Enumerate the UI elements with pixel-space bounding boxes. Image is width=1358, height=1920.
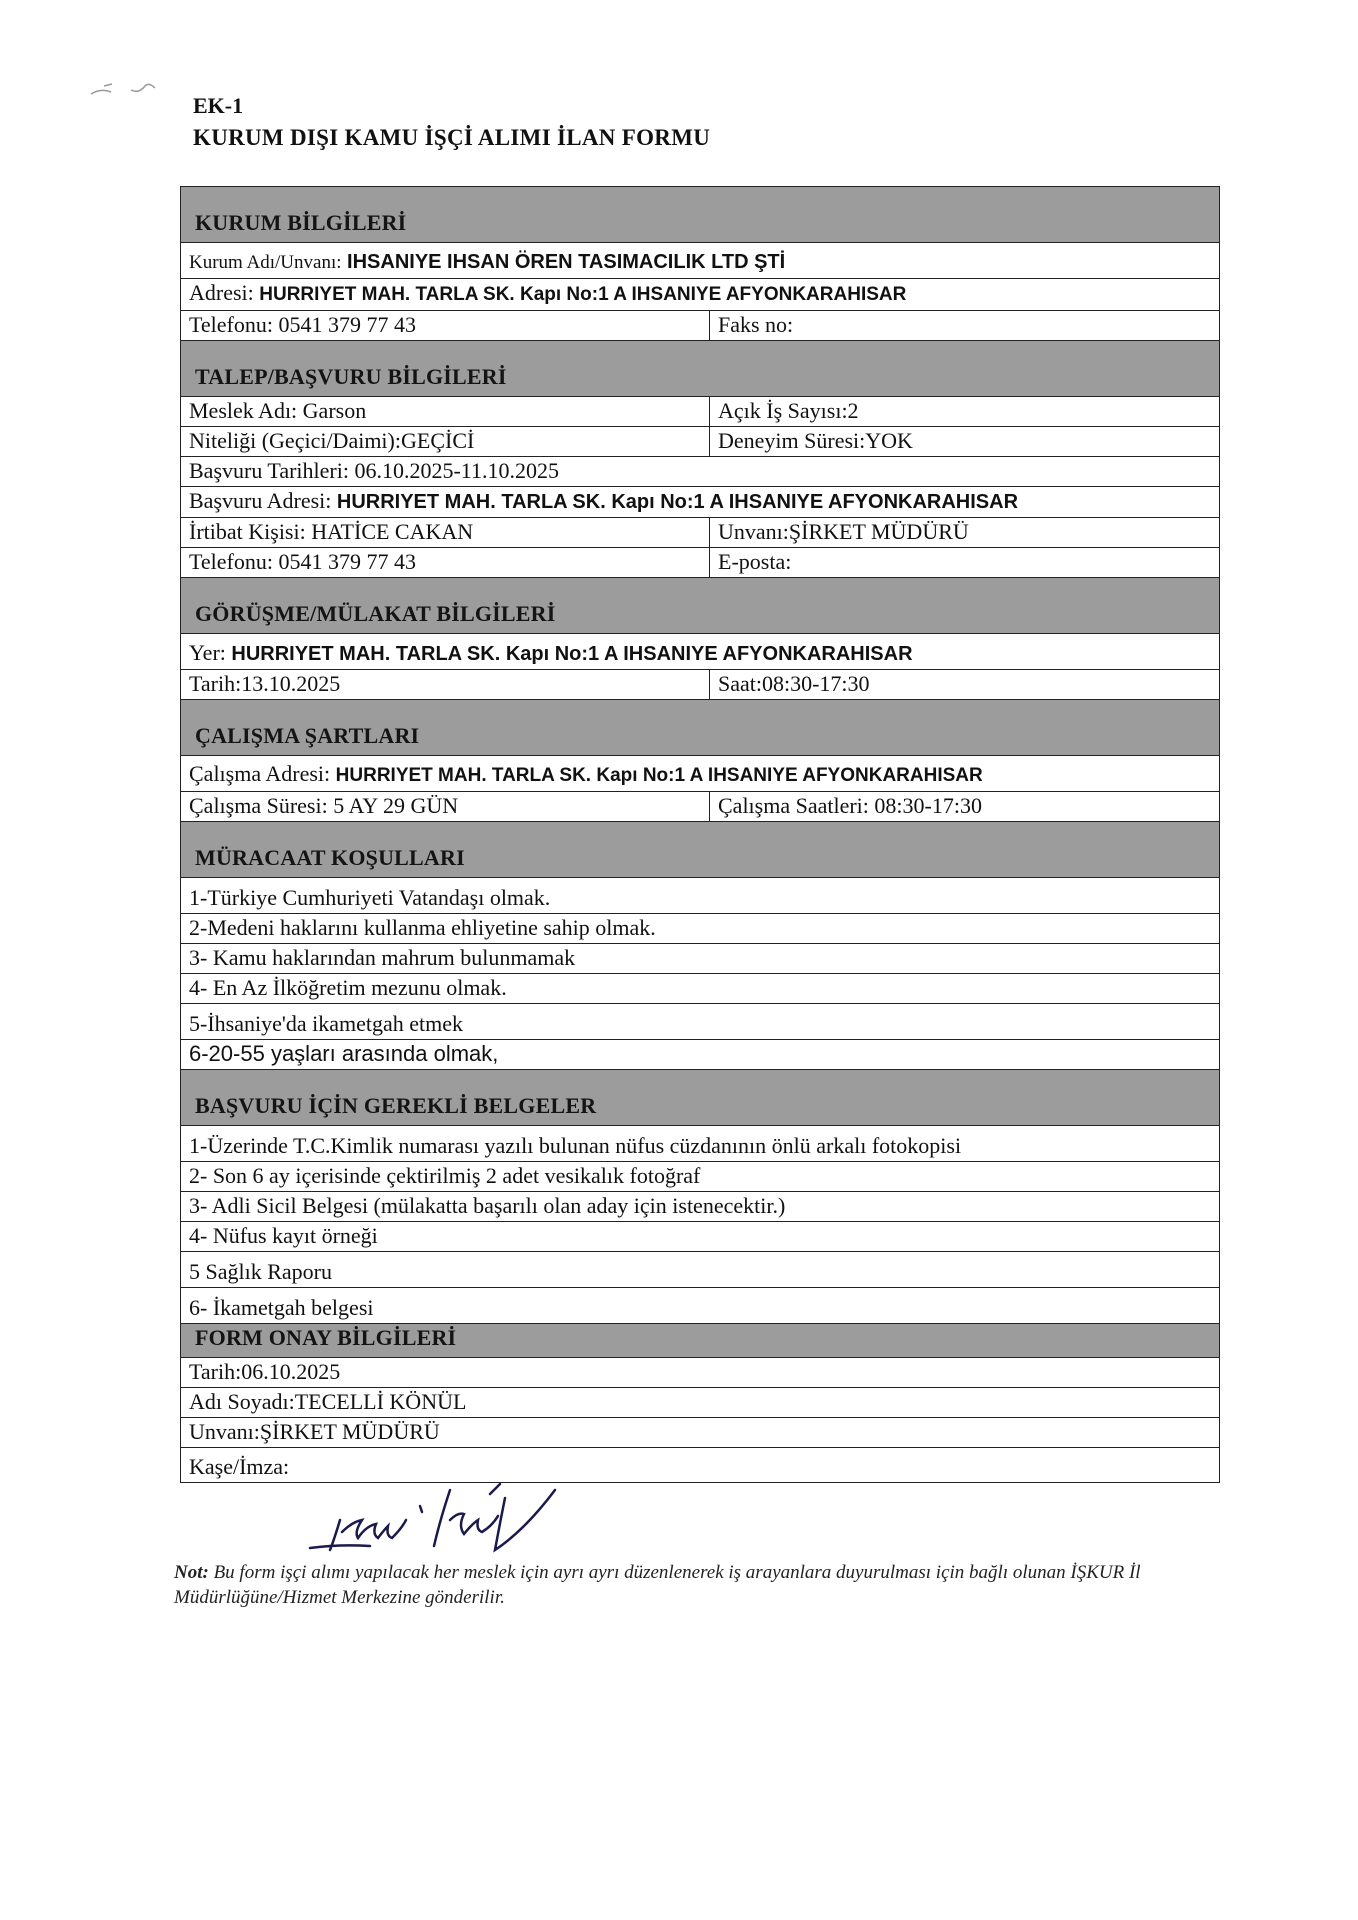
row-kurum-adi (180, 242, 1220, 278)
row-irtibat (180, 517, 1220, 547)
condition-text: 6-20-55 yaşları arasında olmak, (189, 1041, 499, 1066)
list-item (180, 1221, 1220, 1251)
calisma-adres-value: HURRIYET MAH. TARLA SK. Kapı No:1 A IHSANIYE AFYONKARAHISAR (335, 765, 983, 786)
section-onay (180, 1323, 1220, 1483)
row-telefon-eposta (180, 547, 1220, 577)
onay-unvani: Unvanı:ŞİRKET MÜDÜRÜ (189, 1419, 440, 1444)
document-text: 3- Adli Sicil Belgesi (mülakatta başarılı olan aday için istenecektir.) (189, 1193, 786, 1218)
row-onay-tarih (180, 1357, 1220, 1387)
row-basvuru-adresi (180, 486, 1220, 517)
section-gorusme (180, 577, 1220, 699)
basvuru-adres-value: HURRIYET MAH. TARLA SK. Kapı No:1 A IHSANIYE AFYONKARAHISAR (336, 491, 1019, 513)
announcement-form (180, 186, 1220, 1483)
row-telefon-faks (180, 310, 1220, 340)
section-heading: KURUM BİLGİLERİ (180, 186, 1220, 242)
list-item (180, 1039, 1220, 1069)
form-title: KURUM DIŞI KAMU İŞÇİ ALIMI İLAN FORMU (193, 125, 711, 150)
field-label: Çalışma Adresi: (189, 761, 331, 786)
telefon-field: Telefonu: 0541 379 77 43 (181, 548, 710, 577)
list-item (180, 973, 1220, 1003)
condition-text: 4- En Az İlköğretim mezunu olmak. (189, 975, 507, 1000)
onay-tarih: Tarih:06.10.2025 (189, 1359, 341, 1384)
list-item (180, 1161, 1220, 1191)
calisma-saatleri-field: Çalışma Saatleri: 08:30-17:30 (718, 793, 982, 818)
condition-text: 3- Kamu haklarından mahrum bulunmamak (189, 945, 576, 970)
field-label: Başvuru Adresi: (189, 488, 332, 513)
deneyim-field: Deneyim Süresi:YOK (718, 428, 913, 453)
row-yer (180, 633, 1220, 669)
condition-text: 1-Türkiye Cumhuriyeti Vatandaşı olmak. (189, 885, 551, 910)
row-nitelik (180, 426, 1220, 456)
document-text: 6- İkametgah belgesi (189, 1295, 374, 1320)
calisma-sure-field: Çalışma Süresi: 5 AY 29 GÜN (181, 792, 710, 821)
section-heading: GÖRÜŞME/MÜLAKAT BİLGİLERİ (180, 577, 1220, 633)
basvuru-tarihleri: Başvuru Tarihleri: 06.10.2025-11.10.2025 (189, 458, 559, 483)
signature-icon (300, 1470, 630, 1560)
eposta-field: E-posta: (718, 549, 792, 574)
condition-text: 5-İhsaniye'da ikametgah etmek (189, 1011, 463, 1036)
list-item (180, 1251, 1220, 1287)
field-label: Yer: (189, 640, 226, 665)
section-kurum (180, 186, 1220, 340)
row-unvani (180, 1417, 1220, 1447)
nitelik-field: Niteliği (Geçici/Daimi):GEÇİCİ (181, 427, 710, 456)
kurum-name-value: IHSANIYE IHSAN ÖREN TASIMACILIK LTD ŞTİ (347, 251, 786, 273)
fax-field: Faks no: (718, 312, 794, 337)
field-label: Kurum Adı/Unvanı: (189, 252, 342, 273)
document-text: 4- Nüfus kayıt örneği (189, 1223, 378, 1248)
phone-field: Telefonu: 0541 379 77 43 (181, 311, 710, 340)
footer-note (174, 1560, 1234, 1610)
document-text: 5 Sağlık Raporu (189, 1259, 332, 1284)
saat-field: Saat:08:30-17:30 (718, 671, 870, 696)
row-meslek (180, 396, 1220, 426)
field-label: Adresi: (189, 280, 254, 305)
meslek-field: Meslek Adı: Garson (181, 397, 710, 426)
list-item (180, 943, 1220, 973)
list-item (180, 1125, 1220, 1161)
note-text: Bu form işçi alımı yapılacak her meslek için ayrı ayrı düzenlenerek iş arayanlara duyurulması için bağlı olunan İŞKUR İl Müdürlüğüne/Hizmet Merkezine gönderilir. (174, 1562, 1141, 1608)
section-belgeler (180, 1069, 1220, 1323)
corner-scribble (86, 72, 196, 112)
yer-value: HURRIYET MAH. TARLA SK. Kapı No:1 A IHSANIYE AFYONKARAHISAR (231, 643, 913, 665)
section-heading: TALEP/BAŞVURU BİLGİLERİ (180, 340, 1220, 396)
irtibat-field: İrtibat Kişisi: HATİCE CAKAN (181, 518, 710, 547)
list-item (180, 1003, 1220, 1039)
section-heading: MÜRACAAT KOŞULLARI (180, 821, 1220, 877)
list-item (180, 1287, 1220, 1323)
address-value: HURRIYET MAH. TARLA SK. Kapı No:1 A IHSANIYE AFYONKARAHISAR (259, 284, 907, 305)
section-talep (180, 340, 1220, 577)
note-label: Not: (174, 1562, 209, 1583)
page-header (193, 93, 710, 151)
form-code: EK-1 (193, 93, 244, 118)
list-item (180, 877, 1220, 913)
list-item (180, 913, 1220, 943)
row-calisma-adresi (180, 755, 1220, 791)
row-sure-saatler (180, 791, 1220, 821)
row-tarihler (180, 456, 1220, 486)
row-adres (180, 278, 1220, 310)
row-adi-soyadi (180, 1387, 1220, 1417)
section-muracaat (180, 821, 1220, 1069)
row-tarih-saat (180, 669, 1220, 699)
kase-imza: Kaşe/İmza: (189, 1454, 290, 1479)
acik-is-field: Açık İş Sayısı:2 (718, 398, 859, 423)
condition-text: 2-Medeni haklarını kullanma ehliyetine sahip olmak. (189, 915, 656, 940)
section-heading: BAŞVURU İÇİN GEREKLİ BELGELER (180, 1069, 1220, 1125)
section-heading: FORM ONAY BİLGİLERİ (180, 1323, 1220, 1357)
document-text: 1-Üzerinde T.C.Kimlik numarası yazılı bulunan nüfus cüzdanının önlü arkalı fotokopisi (189, 1133, 962, 1158)
unvan-field: Unvanı:ŞİRKET MÜDÜRÜ (718, 519, 969, 544)
document-text: 2- Son 6 ay içerisinde çektirilmiş 2 adet vesikalık fotoğraf (189, 1163, 701, 1188)
section-heading: ÇALIŞMA ŞARTLARI (180, 699, 1220, 755)
adi-soyadi: Adı Soyadı:TECELLİ KÖNÜL (189, 1389, 467, 1414)
tarih-field: Tarih:13.10.2025 (181, 670, 710, 699)
section-calisma (180, 699, 1220, 821)
list-item (180, 1191, 1220, 1221)
